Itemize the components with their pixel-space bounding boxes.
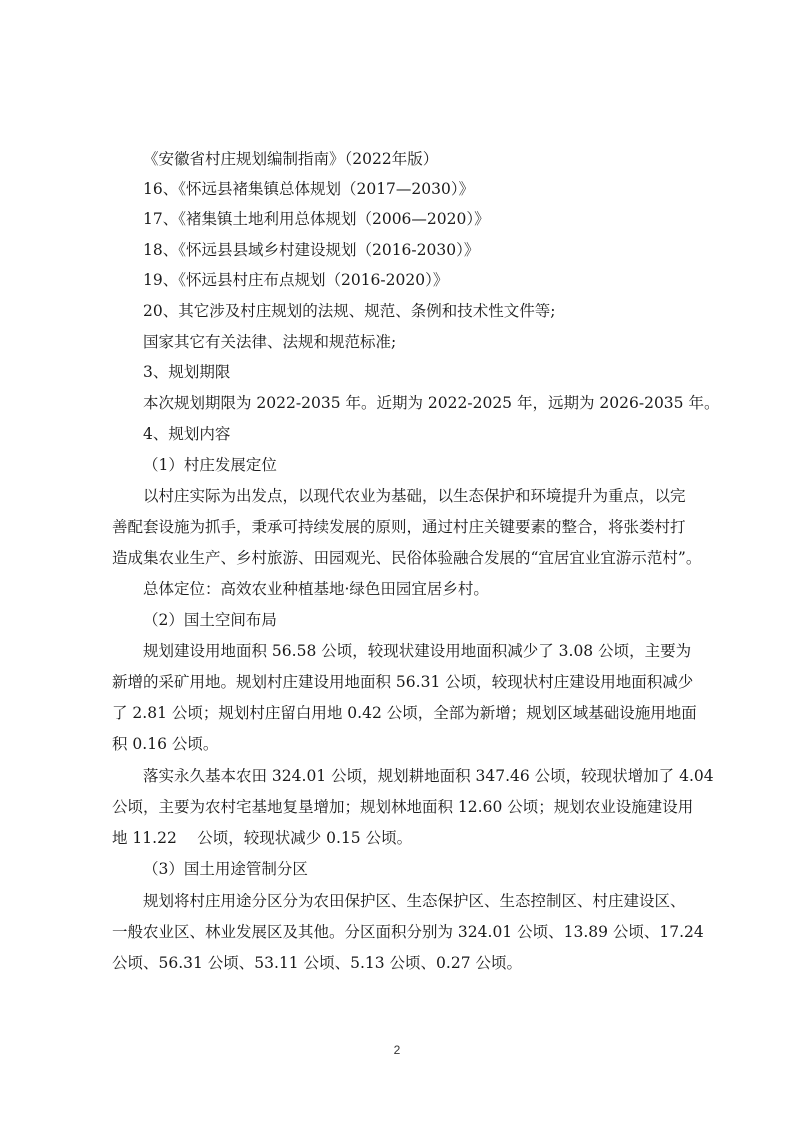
paragraph-line: 了 2.81 公顷；规划村庄留白用地 0.42 公顷，全部为新增；规划区域基础设施用地面	[112, 704, 697, 722]
paragraph-line: 造成集农业生产、乡村旅游、田园观光、民俗体验融合发展的“宜居宜业宜游示范村”。	[112, 549, 702, 567]
paragraph-line: 落实永久基本农田 324.01 公顷，规划耕地面积 347.46 公顷，较现状增加了 4.04	[143, 767, 714, 785]
page-number: 2	[393, 1043, 401, 1057]
paragraph-line: 积 0.16 公顷。	[112, 735, 219, 753]
paragraph-line: 总体定位：高效农业种植基地·绿色田园宜居乡村。	[143, 580, 489, 598]
section-heading: 3、规划期限	[143, 363, 231, 381]
paragraph-line: 本次规划期限为 2022-2035 年。近期为 2022-2025 年，远期为 2026-2035 年。	[143, 394, 720, 412]
paragraph-line: 善配套设施为抓手，秉承可持续发展的原则，通过村庄关键要素的整合，将张娄村打	[112, 518, 686, 536]
paragraph-line: 公顷，主要为农村宅基地复垦增加；规划林地面积 12.60 公顷；规划农业设施建设用	[112, 798, 694, 816]
reference-item: 18、《怀远县县域乡村建设规划（2016-2030）》	[143, 241, 480, 259]
paragraph-line: 地 11.22 公顷，较现状减少 0.15 公顷。	[112, 829, 413, 847]
subsection-heading: （2）国土空间布局	[143, 611, 277, 629]
reference-item: 16、《怀远县褚集镇总体规划（2017—2030）》	[143, 180, 475, 198]
section-heading: 4、规划内容	[143, 425, 231, 443]
subsection-heading: （3）国土用途管制分区	[143, 860, 308, 878]
paragraph-line: 一般农业区、林业发展区及其他。分区面积分别为 324.01 公顷、13.89 公顷、17.24	[112, 923, 704, 941]
reference-item: 19、《怀远县村庄布点规划（2016-2020）》	[143, 271, 449, 289]
reference-item: 《安徽省村庄规划编制指南》（2022年版）	[143, 150, 439, 168]
reference-item: 17、《褚集镇土地利用总体规划（2006—2020）》	[143, 210, 490, 228]
reference-item: 国家其它有关法律、法规和规范标准;	[143, 333, 397, 351]
paragraph-line: 规划将村庄用途分区分为农田保护区、生态保护区、生态控制区、村庄建设区、	[143, 892, 686, 910]
reference-item: 20、其它涉及村庄规划的法规、规范、条例和技术性文件等;	[143, 302, 556, 320]
paragraph-line: 新增的采矿用地。规划村庄建设用地面积 56.31 公顷，较现状村庄建设用地面积减少	[112, 673, 694, 691]
paragraph-line: 以村庄实际为出发点，以现代农业为基础，以生态保护和环境提升为重点，以完	[143, 487, 686, 505]
paragraph-line: 规划建设用地面积 56.58 公顷，较现状建设用地面积减少了 3.08 公顷，主要为	[143, 642, 692, 660]
subsection-heading: （1）村庄发展定位	[143, 456, 277, 474]
paragraph-line: 公顷、56.31 公顷、53.11 公顷、5.13 公顷、0.27 公顷。	[112, 954, 522, 972]
